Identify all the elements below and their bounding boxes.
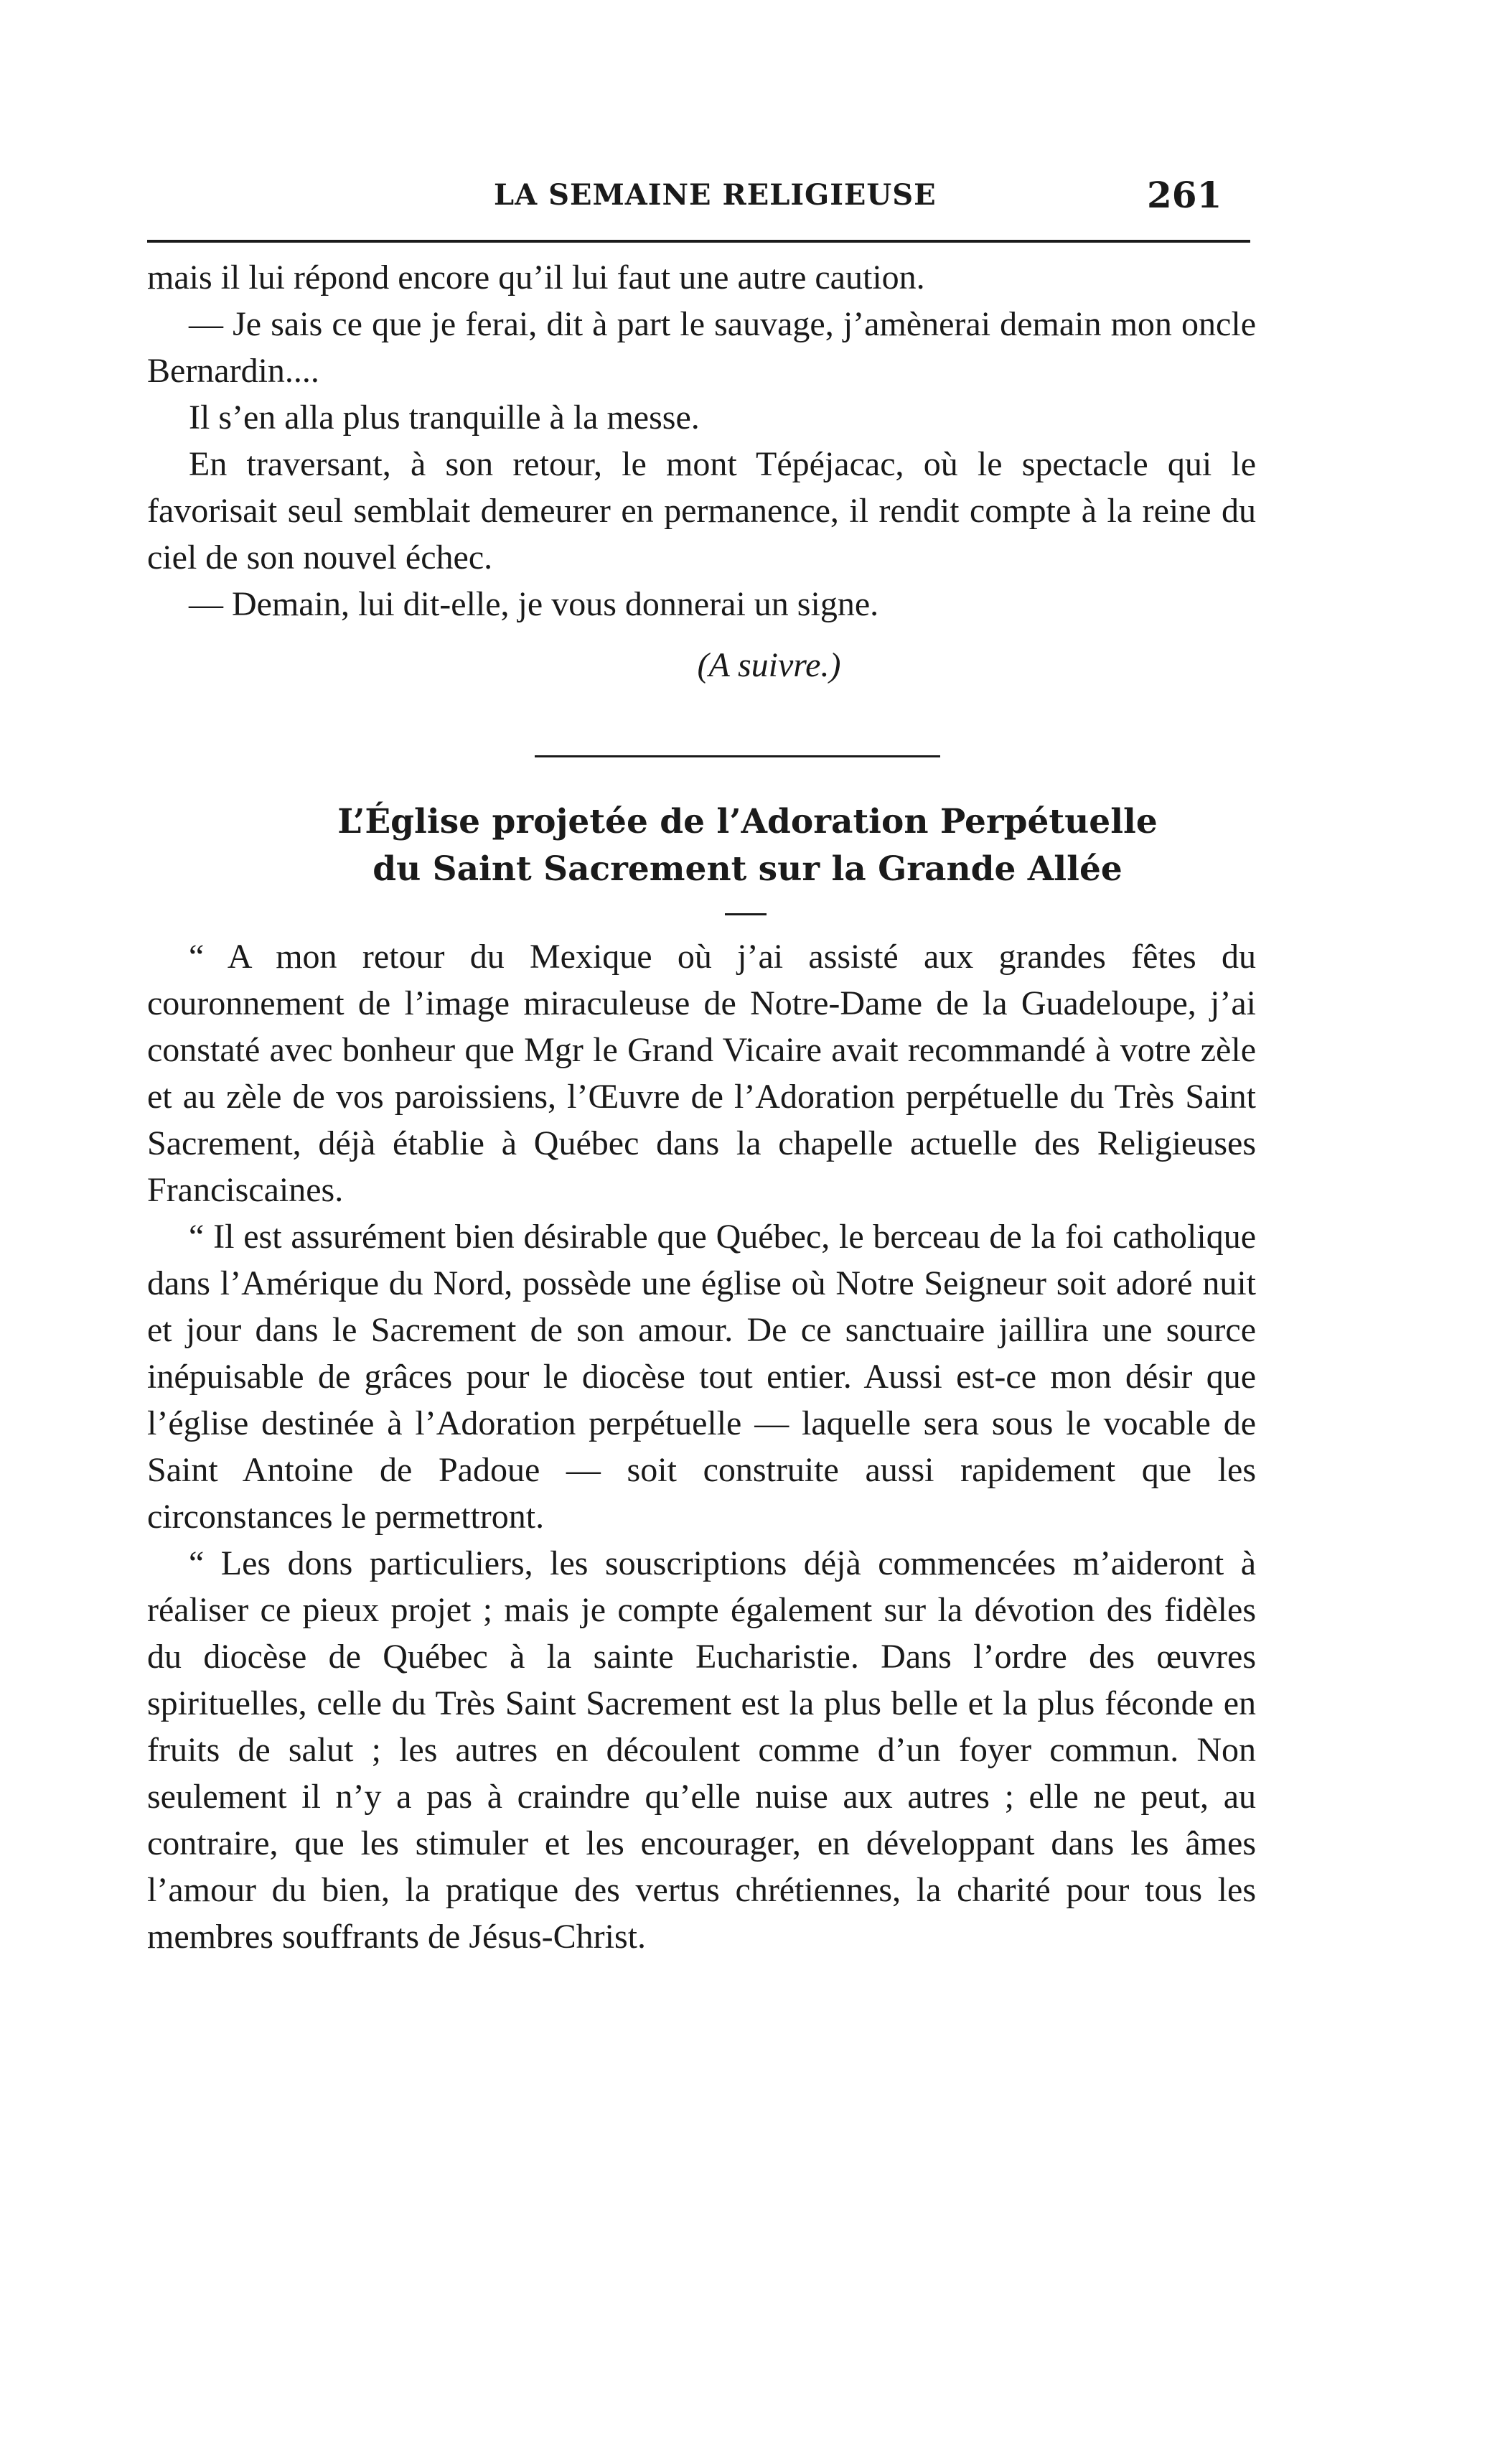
article-title-line-1: L’Église projetée de l’Adoration Perpétuelle: [337, 802, 1158, 841]
paragraph: Il s’en alla plus tranquille à la messe.: [189, 398, 700, 437]
paragraph: “ Il est assurément bien désirable que Québec, le berceau de la foi catholique dans l’Amérique du Nord, possède une église où Notre Seigneur soit adoré nuit et jour dans le Sacrement de son amour. De ce sanctuaire jaillira une source inépuisable de grâces pour le diocèse tout entier. Aussi est-ce mon désir que l’église destinée à l’Adoration perpétuelle — laquelle sera sous le vocable de Saint Antoine de Padoue — soit construite aussi rapidement que les circonstances le permettront.: [147, 1218, 1256, 1536]
paragraph: — Je sais ce que je ferai, dit à part le sauvage, j’amènerai demain mon oncle Bernardin....: [147, 305, 1256, 390]
paragraph: — Demain, lui dit-elle, je vous donnerai un signe.: [189, 585, 879, 623]
running-head: [0, 167, 1495, 224]
header-rule: [147, 240, 1250, 243]
article-title-line-2: du Saint Sacrement sur la Grande Allée: [372, 849, 1123, 889]
paragraph: En traversant, à son retour, le mont Tépéjacac, où le spectacle qui le favorisait seul semblait demeurer en permanence, il rendit compte à la reine du ciel de son nouvel échec.: [147, 445, 1256, 577]
article-title: [0, 798, 1495, 893]
paragraph: “ A mon retour du Mexique où j’ai assisté aux grandes fêtes du couronnement de l’image miraculeuse de Notre-Dame de la Guadeloupe, j’ai constaté avec bonheur que Mgr le Grand Vicaire avait recommandé à votre zèle et au zèle de vos paroissiens, l’Œuvre de l’Adoration perpétuelle du Très Saint Sacrement, déjà établie à Québec dans la chapelle actuelle des Religieuses Franciscaines.: [147, 938, 1256, 1209]
paragraph: mais il lui répond encore qu’il lui faut une autre caution.: [147, 258, 925, 297]
previous-article-text: [147, 254, 1256, 627]
article-body: [147, 933, 1256, 1960]
title-rule: [725, 913, 767, 915]
to-be-continued: (A suivre.): [697, 646, 841, 684]
paragraph: “ Les dons particuliers, les souscriptions déjà commencées m’aideront à réaliser ce pieux projet ; mais je compte également sur la dévotion des fidèles du diocèse de Québec à la sainte Eucharistie. Dans l’ordre des œuvres spirituelles, celle du Très Saint Sacrement est la plus belle et la plus féconde en fruits de salut ; les autres en découlent comme d’un foyer commun. Non seulement il n’y a pas à craindre qu’elle nuise aux autres ; elle ne peut, au contraire, que les stimuler et les encourager, en développant dans les âmes l’amour du bien, la pratique des vertus chrétiennes, la charité pour tous les membres souffrants de Jésus-Christ.: [147, 1544, 1256, 1956]
running-title: LA SEMAINE RELIGIEUSE: [494, 178, 937, 212]
page-number: 261: [1147, 174, 1222, 216]
section-divider: [535, 755, 940, 757]
